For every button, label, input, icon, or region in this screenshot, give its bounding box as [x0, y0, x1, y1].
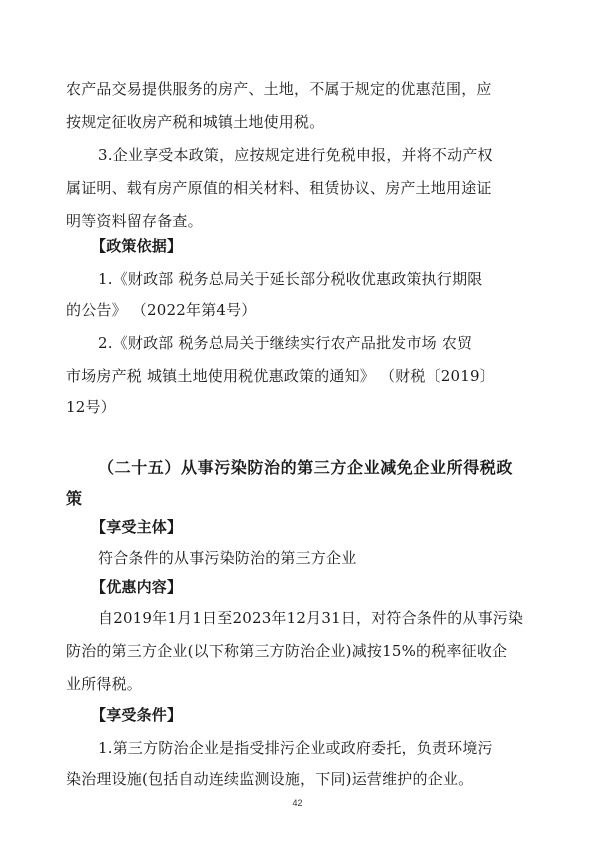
paragraph-line: 3.企业享受本政策，应按规定进行免税申报，并将不动产权: [98, 146, 493, 164]
paragraph-line: 染治理设施(包括自动连续监测设施，下同)运营维护的企业。: [66, 770, 474, 788]
paragraph-line: 符合条件的从事污染防治的第三方企业: [98, 549, 357, 567]
paragraph-line: 自2019年1月1日至2023年12月31日，对符合条件的从事污染: [98, 609, 524, 627]
section-heading-policy-basis: 【政策依据】: [91, 237, 183, 255]
reference-line: 的公告》 （2022年第4号）: [66, 301, 257, 319]
section-title-continued: 策: [66, 489, 83, 508]
section-heading-conditions: 【享受条件】: [91, 706, 183, 724]
section-heading-benefit-content: 【优惠内容】: [91, 578, 183, 596]
reference-line: 1.《财政部 税务总局关于延长部分税收优惠政策执行期限: [98, 270, 483, 288]
page-number: 42: [292, 798, 303, 808]
paragraph-line: 属证明、载有房产原值的相关材料、租赁协议、房产土地用途证: [66, 179, 492, 197]
paragraph-line: 农产品交易提供服务的房产、土地，不属于规定的优惠范围，应: [66, 80, 492, 98]
reference-line: 市场房产税 城镇土地使用税优惠政策的通知》 （财税〔2019〕: [66, 367, 495, 385]
reference-line: 2.《财政部 税务总局关于继续实行农产品批发市场 农贸: [98, 334, 473, 352]
paragraph-line: 按规定征收房产税和城镇土地使用税。: [66, 113, 325, 131]
section-title: （二十五）从事污染防治的第三方企业减免企业所得税政: [98, 458, 514, 477]
reference-line: 12号）: [66, 398, 116, 416]
paragraph-line: 防治的第三方企业(以下称第三方防治企业)减按15%的税率征收企: [66, 642, 508, 660]
paragraph-line: 明等资料留存备查。: [66, 212, 203, 230]
section-heading-beneficiary: 【享受主体】: [91, 518, 183, 536]
paragraph-line: 1.第三方防治企业是指受排污企业或政府委托，负责环境污: [98, 739, 493, 757]
paragraph-line: 业所得税。: [66, 675, 143, 693]
